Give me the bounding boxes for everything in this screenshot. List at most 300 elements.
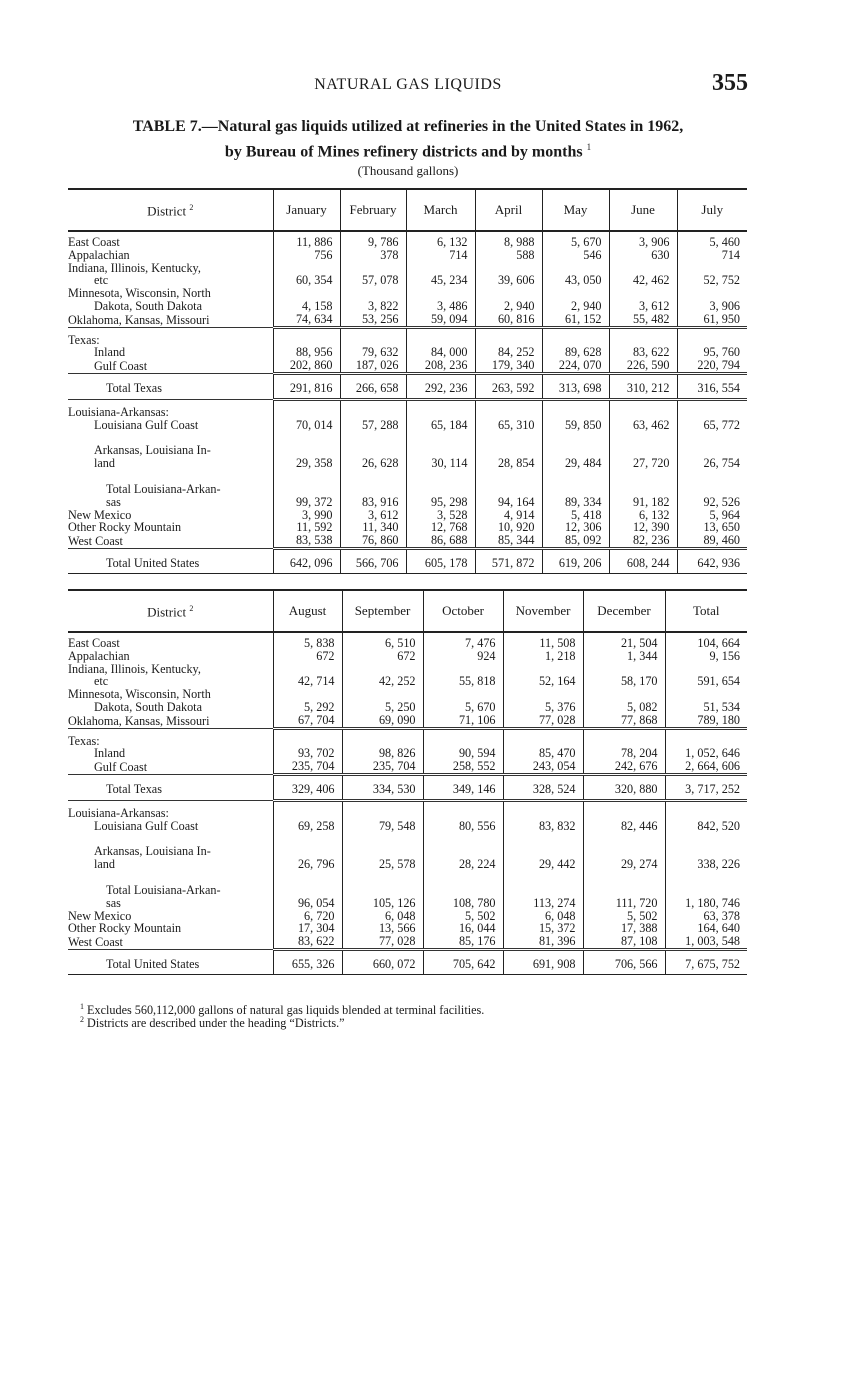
table-cell: 310, 212 bbox=[609, 380, 677, 399]
row-label-text: Dakota, South Dakota bbox=[94, 298, 202, 313]
table-cell: 29, 358 bbox=[273, 444, 340, 470]
table-cell: 588 bbox=[475, 249, 542, 262]
row-label bbox=[68, 313, 273, 327]
table-row bbox=[68, 287, 747, 313]
table-cell: 3, 612 bbox=[340, 509, 406, 522]
row-label-text: West Coast bbox=[68, 534, 123, 549]
col-header: May bbox=[542, 189, 609, 231]
table-cell: 85, 176 bbox=[423, 935, 503, 949]
col-header: August bbox=[273, 590, 342, 632]
table-cell: 89, 628 bbox=[542, 346, 609, 359]
table-cell: 60, 816 bbox=[475, 313, 542, 327]
table-cell bbox=[665, 807, 747, 820]
row-label-text: New Mexico bbox=[68, 507, 132, 522]
table-cell: 108, 780 bbox=[423, 884, 503, 910]
table-row bbox=[68, 637, 747, 650]
table-cell: 220, 794 bbox=[677, 359, 747, 373]
table-cell: 29, 274 bbox=[583, 845, 665, 871]
page-header bbox=[68, 70, 748, 100]
row-label-text: West Coast bbox=[68, 935, 123, 950]
table-cell: 30, 114 bbox=[406, 444, 475, 470]
table-cell: 5, 502 bbox=[583, 910, 665, 923]
table-cell: 25, 578 bbox=[342, 845, 423, 871]
table-cell: 655, 326 bbox=[273, 956, 342, 974]
table-cell: 71, 106 bbox=[423, 714, 503, 728]
table-cell: 89, 334 bbox=[542, 483, 609, 509]
row-label-text: Indiana, Illinois, Kentucky, bbox=[68, 661, 201, 676]
table-cell: 329, 406 bbox=[273, 781, 342, 800]
row-label-text: Arkansas, Louisiana In- bbox=[94, 443, 211, 458]
table-cell: 55, 482 bbox=[609, 313, 677, 327]
table-cell: 59, 850 bbox=[542, 419, 609, 432]
table-cell: 630 bbox=[609, 249, 677, 262]
table-cell: 546 bbox=[542, 249, 609, 262]
table-row bbox=[68, 935, 747, 949]
table-cell: 756 bbox=[273, 249, 340, 262]
row-label-text: East Coast bbox=[68, 235, 120, 249]
table-cell: 6, 048 bbox=[342, 910, 423, 923]
table-cell bbox=[342, 807, 423, 820]
row-label-text: land bbox=[94, 456, 115, 471]
table-row bbox=[68, 714, 747, 728]
table-cell: 6, 720 bbox=[273, 910, 342, 923]
row-label-text: Appalachian bbox=[68, 247, 130, 262]
row-label-text: New Mexico bbox=[68, 908, 132, 923]
col-header: Total bbox=[665, 590, 747, 632]
table-row bbox=[68, 236, 747, 249]
table-cell: 42, 714 bbox=[273, 663, 342, 689]
row-label-text: Dakota, South Dakota bbox=[94, 699, 202, 714]
table-row bbox=[68, 249, 747, 262]
row-label-text: Louisiana-Arkansas: bbox=[68, 805, 169, 820]
table-cell: 3, 528 bbox=[406, 509, 475, 522]
running-head: NATURAL GAS LIQUIDS bbox=[314, 76, 502, 93]
table-row bbox=[68, 262, 747, 288]
table-cell: 67, 704 bbox=[273, 714, 342, 728]
table-cell: 15, 372 bbox=[503, 922, 583, 935]
table-cell: 28, 854 bbox=[475, 444, 542, 470]
table-cell: 7, 675, 752 bbox=[665, 956, 747, 974]
row-label-text: East Coast bbox=[68, 636, 120, 650]
table-cell bbox=[475, 406, 542, 419]
table-cell: 61, 950 bbox=[677, 313, 747, 327]
lower-table bbox=[68, 589, 747, 975]
col-header: April bbox=[475, 189, 542, 231]
table-cell: 642, 936 bbox=[677, 555, 747, 573]
table-units: (Thousand gallons) bbox=[357, 163, 459, 178]
table-cell: 85, 344 bbox=[475, 534, 542, 548]
row-label bbox=[68, 521, 273, 534]
table-cell bbox=[583, 807, 665, 820]
table-cell: 79, 548 bbox=[342, 820, 423, 833]
district-header: District $^2$ bbox=[147, 603, 194, 620]
row-label bbox=[68, 534, 273, 548]
row-label-text: Other Rocky Mountain bbox=[68, 921, 182, 936]
table-cell bbox=[677, 406, 747, 419]
table-row bbox=[68, 760, 747, 774]
table-cell: 57, 078 bbox=[340, 262, 406, 288]
table-cell: 5, 838 bbox=[273, 637, 342, 650]
table-cell: 4, 914 bbox=[475, 509, 542, 522]
table-cell: 98, 826 bbox=[342, 747, 423, 760]
table-cell: 59, 094 bbox=[406, 313, 475, 327]
table-cell: 105, 126 bbox=[342, 884, 423, 910]
row-label bbox=[68, 249, 273, 262]
row-label-text: Minnesota, Wisconsin, North bbox=[68, 687, 211, 702]
row-label bbox=[68, 663, 273, 689]
col-header: March bbox=[406, 189, 475, 231]
table-cell: 619, 206 bbox=[542, 555, 609, 573]
table-cell: 12, 768 bbox=[406, 521, 475, 534]
table-cell: 5, 964 bbox=[677, 509, 747, 522]
table-cell: 81, 396 bbox=[503, 935, 583, 949]
table-title bbox=[68, 117, 748, 162]
table-cell: 99, 372 bbox=[273, 483, 340, 509]
table-row bbox=[68, 845, 747, 871]
table-cell: 28, 224 bbox=[423, 845, 503, 871]
table-cell: 226, 590 bbox=[609, 359, 677, 373]
table-cell: 57, 288 bbox=[340, 419, 406, 432]
table-cell: 95, 298 bbox=[406, 483, 475, 509]
row-label bbox=[68, 406, 273, 419]
col-header: June bbox=[609, 189, 677, 231]
table-cell: 91, 182 bbox=[609, 483, 677, 509]
table-row bbox=[68, 820, 747, 833]
total-row bbox=[68, 956, 747, 974]
row-label-text: Louisiana Gulf Coast bbox=[94, 818, 199, 833]
row-label-text: Arkansas, Louisiana In- bbox=[94, 844, 211, 859]
table-cell: 13, 650 bbox=[677, 521, 747, 534]
table-cell: 714 bbox=[677, 249, 747, 262]
row-label-text: sas bbox=[106, 494, 121, 509]
col-header: September bbox=[342, 590, 423, 632]
row-label-text: etc bbox=[94, 273, 109, 288]
table-cell: 3, 612 bbox=[609, 287, 677, 313]
table-cell: 45, 234 bbox=[406, 262, 475, 288]
table-cell: 6, 048 bbox=[503, 910, 583, 923]
table-cell bbox=[503, 807, 583, 820]
table-cell: 3, 906 bbox=[677, 287, 747, 313]
table-cell: 93, 702 bbox=[273, 747, 342, 760]
table-cell: 6, 132 bbox=[609, 509, 677, 522]
row-label-text: Total Texas bbox=[106, 381, 162, 396]
table-cell: 95, 760 bbox=[677, 346, 747, 359]
table-cell bbox=[423, 807, 503, 820]
table-cell: 42, 252 bbox=[342, 663, 423, 689]
table-cell: 591, 654 bbox=[665, 663, 747, 689]
table-cell: 208, 236 bbox=[406, 359, 475, 373]
total-row bbox=[68, 380, 747, 399]
row-label bbox=[68, 922, 273, 935]
table-cell: 11, 508 bbox=[503, 637, 583, 650]
table-cell: 63, 378 bbox=[665, 910, 747, 923]
table-cell: 706, 566 bbox=[583, 956, 665, 974]
table-cell: 378 bbox=[340, 249, 406, 262]
table-cell: 5, 418 bbox=[542, 509, 609, 522]
table-cell: 82, 446 bbox=[583, 820, 665, 833]
table-cell: 69, 090 bbox=[342, 714, 423, 728]
table-cell: 53, 256 bbox=[340, 313, 406, 327]
row-label bbox=[68, 419, 273, 432]
table-cell: 63, 462 bbox=[609, 419, 677, 432]
table-cell: 3, 486 bbox=[406, 287, 475, 313]
row-label-text: Total Louisiana-Arkan- bbox=[106, 481, 221, 496]
table-cell: 26, 754 bbox=[677, 444, 747, 470]
table-cell: 12, 306 bbox=[542, 521, 609, 534]
table-cell: 8, 988 bbox=[475, 236, 542, 249]
table-cell: 60, 354 bbox=[273, 262, 340, 288]
table-cell: 7, 476 bbox=[423, 637, 503, 650]
table-cell: 242, 676 bbox=[583, 760, 665, 774]
table-cell: 705, 642 bbox=[423, 956, 503, 974]
row-label-text: Indiana, Illinois, Kentucky, bbox=[68, 260, 201, 275]
table-cell: 77, 028 bbox=[342, 935, 423, 949]
table-cell: 17, 388 bbox=[583, 922, 665, 935]
table-cell: 1, 003, 548 bbox=[665, 935, 747, 949]
table-cell: 85, 470 bbox=[503, 747, 583, 760]
table-cell: 9, 786 bbox=[340, 236, 406, 249]
lower-header-row bbox=[68, 590, 747, 632]
table-title-line-2: by Bureau of Mines refinery districts and by months $^1$ bbox=[224, 142, 592, 161]
row-label-text: Other Rocky Mountain bbox=[68, 520, 182, 535]
table-cell: 52, 164 bbox=[503, 663, 583, 689]
row-label bbox=[68, 884, 273, 910]
spacer-row bbox=[68, 470, 747, 483]
table-cell: 334, 530 bbox=[342, 781, 423, 800]
table-cell: 11, 340 bbox=[340, 521, 406, 534]
row-label bbox=[68, 688, 273, 714]
table-cell: 90, 594 bbox=[423, 747, 503, 760]
table-cell: 13, 566 bbox=[342, 922, 423, 935]
table-cell: 3, 906 bbox=[609, 236, 677, 249]
table-cell: 11, 886 bbox=[273, 236, 340, 249]
upper-table bbox=[68, 188, 747, 574]
table-cell: 92, 526 bbox=[677, 483, 747, 509]
col-header: December bbox=[583, 590, 665, 632]
table-cell: 70, 014 bbox=[273, 419, 340, 432]
table-cell: 83, 622 bbox=[273, 935, 342, 949]
table-cell: 672 bbox=[273, 650, 342, 663]
table-cell: 291, 816 bbox=[273, 380, 340, 399]
col-header: February bbox=[340, 189, 406, 231]
row-label-text: Total Texas bbox=[106, 782, 162, 797]
row-label bbox=[68, 555, 273, 573]
table-cell: 88, 956 bbox=[273, 346, 340, 359]
table-cell: 61, 152 bbox=[542, 313, 609, 327]
table-cell: 51, 534 bbox=[665, 688, 747, 714]
table-cell: 235, 704 bbox=[273, 760, 342, 774]
table-cell: 65, 310 bbox=[475, 419, 542, 432]
table-cell: 10, 920 bbox=[475, 521, 542, 534]
row-label bbox=[68, 236, 273, 249]
table-cell: 96, 054 bbox=[273, 884, 342, 910]
row-label-text: Total United States bbox=[106, 555, 200, 570]
table-cell: 2, 940 bbox=[542, 287, 609, 313]
table-cell: 266, 658 bbox=[340, 380, 406, 399]
table-cell: 179, 340 bbox=[475, 359, 542, 373]
table-cell: 691, 908 bbox=[503, 956, 583, 974]
table-cell: 29, 484 bbox=[542, 444, 609, 470]
row-label-text: Texas: bbox=[68, 332, 100, 347]
table-cell: 16, 044 bbox=[423, 922, 503, 935]
row-label-text: Louisiana-Arkansas: bbox=[68, 404, 169, 419]
table-row bbox=[68, 663, 747, 689]
table-cell: 65, 772 bbox=[677, 419, 747, 432]
table-cell: 924 bbox=[423, 650, 503, 663]
table-row bbox=[68, 807, 747, 820]
table-cell: 313, 698 bbox=[542, 380, 609, 399]
table-cell: 17, 304 bbox=[273, 922, 342, 935]
table-cell: 660, 072 bbox=[342, 956, 423, 974]
table-cell: 187, 026 bbox=[340, 359, 406, 373]
row-label bbox=[68, 760, 273, 774]
district-header: District $^2$ bbox=[147, 202, 194, 219]
table-cell: 224, 070 bbox=[542, 359, 609, 373]
row-label bbox=[68, 650, 273, 663]
table-cell: 82, 236 bbox=[609, 534, 677, 548]
table-cell: 83, 622 bbox=[609, 346, 677, 359]
table-cell: 78, 204 bbox=[583, 747, 665, 760]
table-cell: 85, 092 bbox=[542, 534, 609, 548]
table-cell: 642, 096 bbox=[273, 555, 340, 573]
table-cell: 27, 720 bbox=[609, 444, 677, 470]
row-label bbox=[68, 935, 273, 949]
row-label-text: Oklahoma, Kansas, Missouri bbox=[68, 713, 210, 728]
table-cell: 2, 664, 606 bbox=[665, 760, 747, 774]
table-row bbox=[68, 483, 747, 509]
table-cell bbox=[542, 406, 609, 419]
table-cell: 77, 868 bbox=[583, 714, 665, 728]
row-label bbox=[68, 380, 273, 399]
row-label-text: Appalachian bbox=[68, 648, 130, 663]
table-cell: 5, 250 bbox=[342, 688, 423, 714]
table-cell: 86, 688 bbox=[406, 534, 475, 548]
row-label bbox=[68, 346, 273, 359]
table-cell: 113, 274 bbox=[503, 884, 583, 910]
row-label-text: sas bbox=[106, 895, 121, 910]
table-row bbox=[68, 884, 747, 910]
row-label bbox=[68, 444, 273, 470]
row-label-text: Oklahoma, Kansas, Missouri bbox=[68, 312, 210, 327]
table-cell: 5, 670 bbox=[423, 688, 503, 714]
row-label-text: Inland bbox=[94, 746, 126, 761]
table-cell: 235, 704 bbox=[342, 760, 423, 774]
table-row bbox=[68, 534, 747, 548]
row-label-text: land bbox=[94, 857, 115, 872]
table-cell: 328, 524 bbox=[503, 781, 583, 800]
table-cell: 111, 720 bbox=[583, 884, 665, 910]
table-row bbox=[68, 444, 747, 470]
row-label-text: Total United States bbox=[106, 956, 200, 971]
table-cell bbox=[609, 406, 677, 419]
table-cell: 842, 520 bbox=[665, 820, 747, 833]
table-cell: 55, 818 bbox=[423, 663, 503, 689]
table-cell: 52, 752 bbox=[677, 262, 747, 288]
title-footnote-ref: 1 bbox=[586, 142, 592, 152]
row-label bbox=[68, 287, 273, 313]
table-cell: 3, 822 bbox=[340, 287, 406, 313]
table-cell: 349, 146 bbox=[423, 781, 503, 800]
table-cell: 338, 226 bbox=[665, 845, 747, 871]
table-cell: 74, 634 bbox=[273, 313, 340, 327]
table-cell: 258, 552 bbox=[423, 760, 503, 774]
table-cell: 5, 670 bbox=[542, 236, 609, 249]
table-cell: 316, 554 bbox=[677, 380, 747, 399]
table-row bbox=[68, 359, 747, 373]
row-label-text: Louisiana Gulf Coast bbox=[94, 417, 199, 432]
table-cell: 5, 082 bbox=[583, 688, 665, 714]
table-cell: 5, 460 bbox=[677, 236, 747, 249]
col-header: July bbox=[677, 189, 747, 231]
row-label bbox=[68, 747, 273, 760]
table-cell: 80, 556 bbox=[423, 820, 503, 833]
table-cell: 12, 390 bbox=[609, 521, 677, 534]
col-header: October bbox=[423, 590, 503, 632]
table-cell: 292, 236 bbox=[406, 380, 475, 399]
table-cell: 5, 376 bbox=[503, 688, 583, 714]
row-label bbox=[68, 781, 273, 800]
table-cell: 43, 050 bbox=[542, 262, 609, 288]
table-cell: 65, 184 bbox=[406, 419, 475, 432]
table-cell: 571, 872 bbox=[475, 555, 542, 573]
table-cell: 87, 108 bbox=[583, 935, 665, 949]
row-label-text: Minnesota, Wisconsin, North bbox=[68, 286, 211, 301]
table-cell: 789, 180 bbox=[665, 714, 747, 728]
table-cell: 6, 132 bbox=[406, 236, 475, 249]
row-label bbox=[68, 637, 273, 650]
footnote-1: $^1$ Excludes 560,112,000 gallons of natural gas liquids blended at terminal facilities. bbox=[80, 1002, 485, 1018]
upper-header-row bbox=[68, 189, 747, 231]
footnote-2: $^2$ Districts are described under the heading “Districts.” bbox=[80, 1015, 345, 1031]
row-label-text: Gulf Coast bbox=[94, 359, 148, 374]
table-cell: 42, 462 bbox=[609, 262, 677, 288]
table-cell: 83, 538 bbox=[273, 534, 340, 548]
table-cell: 714 bbox=[406, 249, 475, 262]
table-cell: 39, 606 bbox=[475, 262, 542, 288]
table-cell: 672 bbox=[342, 650, 423, 663]
table-cell: 58, 170 bbox=[583, 663, 665, 689]
table-cell: 5, 502 bbox=[423, 910, 503, 923]
row-label-text: Gulf Coast bbox=[94, 760, 148, 775]
table-cell: 605, 178 bbox=[406, 555, 475, 573]
table-cell: 94, 164 bbox=[475, 483, 542, 509]
table-cell: 1, 052, 646 bbox=[665, 747, 747, 760]
table-cell: 320, 880 bbox=[583, 781, 665, 800]
table-cell bbox=[340, 406, 406, 419]
row-label bbox=[68, 807, 273, 820]
table-row bbox=[68, 406, 747, 419]
table-cell: 89, 460 bbox=[677, 534, 747, 548]
row-label-text: Inland bbox=[94, 345, 126, 360]
table-title-line-1: TABLE 7.—Natural gas liquids utilized at refineries in the United States in 1962, bbox=[132, 118, 684, 135]
row-label bbox=[68, 956, 273, 974]
table-cell: 84, 252 bbox=[475, 346, 542, 359]
table-cell: 83, 832 bbox=[503, 820, 583, 833]
table-cell: 79, 632 bbox=[340, 346, 406, 359]
table-cell: 202, 860 bbox=[273, 359, 340, 373]
row-label bbox=[68, 483, 273, 509]
table-cell: 2, 940 bbox=[475, 287, 542, 313]
total-row bbox=[68, 555, 747, 573]
table-cell: 83, 916 bbox=[340, 483, 406, 509]
table-cell: 263, 592 bbox=[475, 380, 542, 399]
page-number: 355 bbox=[712, 70, 748, 96]
table-cell: 69, 258 bbox=[273, 820, 342, 833]
row-label bbox=[68, 359, 273, 373]
table-cell: 77, 028 bbox=[503, 714, 583, 728]
table-cell: 84, 000 bbox=[406, 346, 475, 359]
table-cell: 26, 628 bbox=[340, 444, 406, 470]
